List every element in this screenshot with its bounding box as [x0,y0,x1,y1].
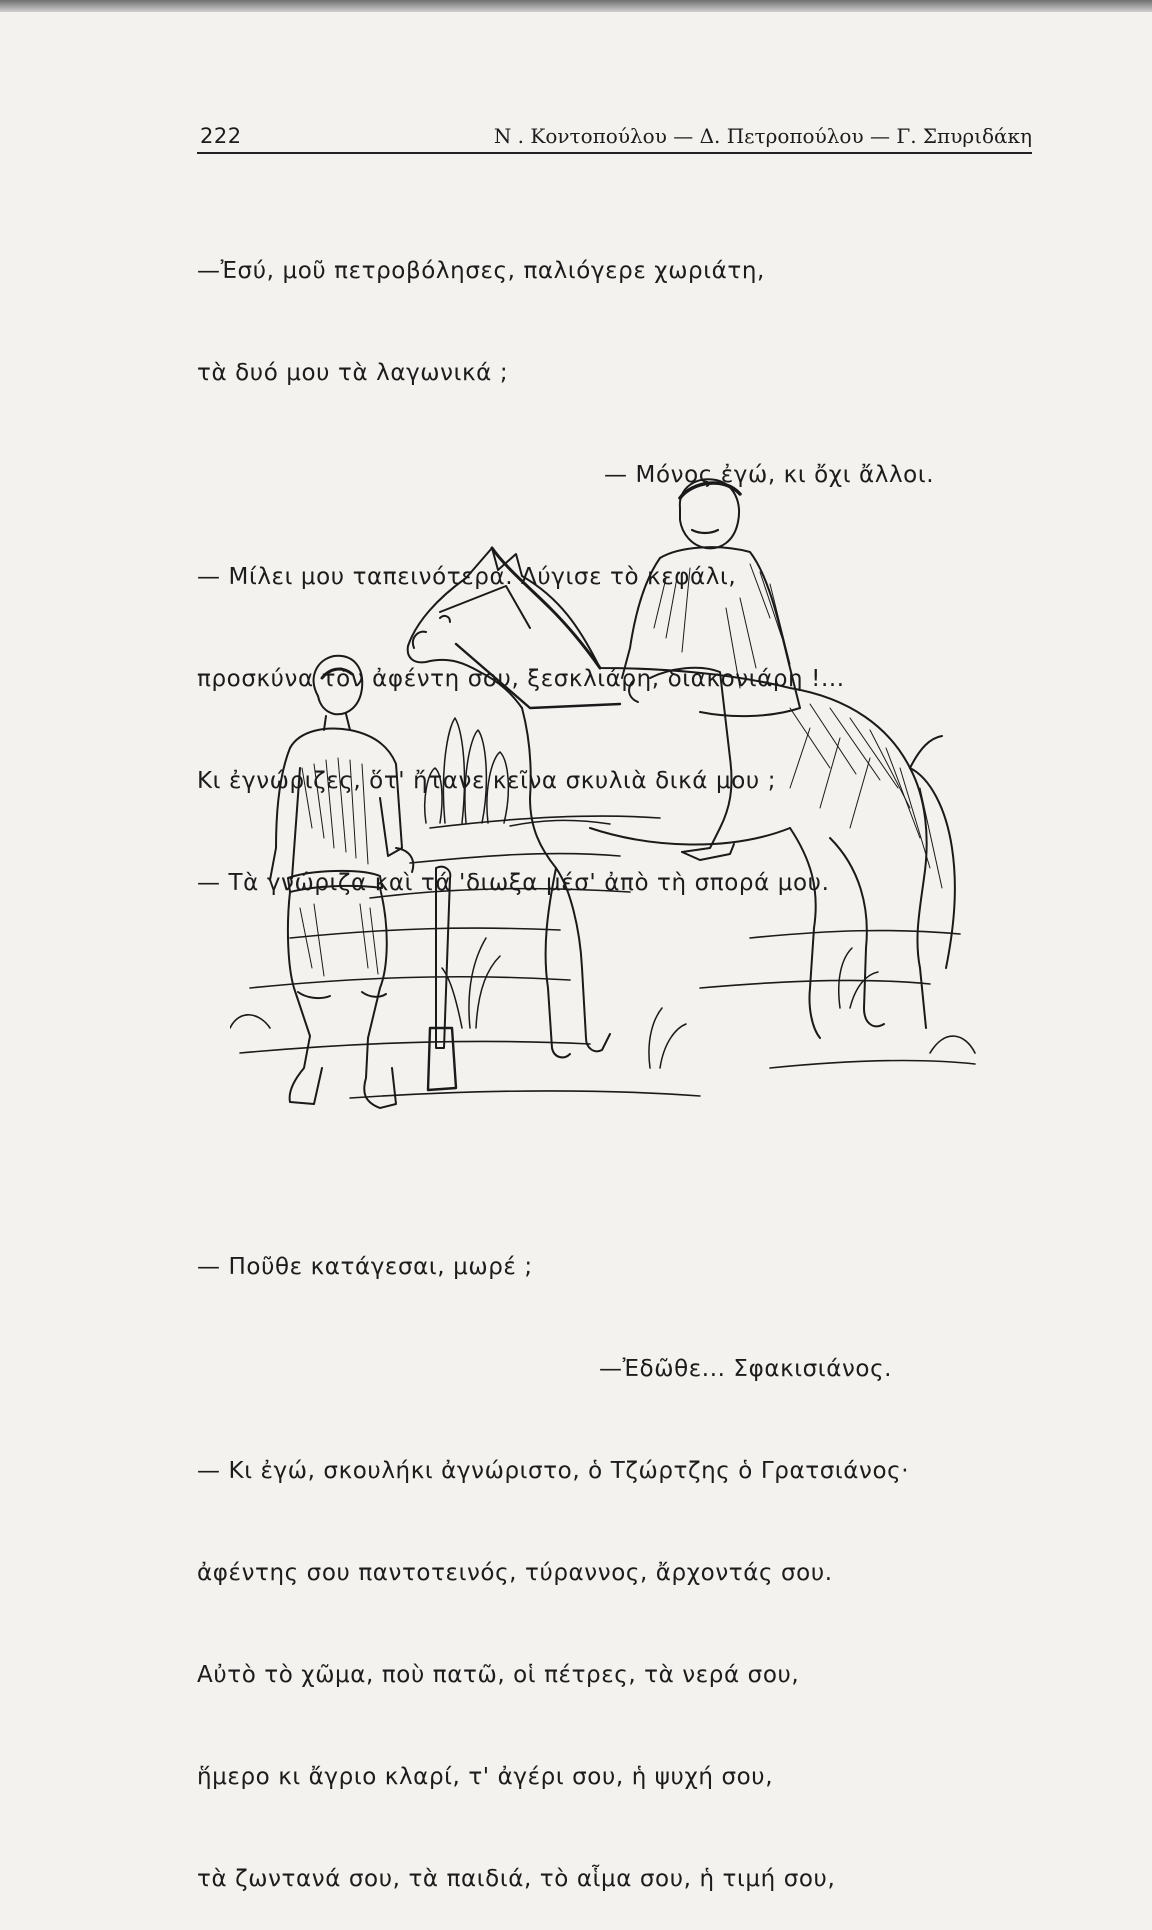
verse-line: — Μίλει μου ταπεινότερα. Λύγισε τὸ κεφάλι, [197,564,737,590]
ground-lines [230,816,975,1098]
verse-line: τὰ ζωντανά σου, τὰ παιδιά, τὸ αἷμα σου, ἡ τιμή σου, [197,1866,836,1892]
verse-line: —Ἐσύ, μοῦ πετροβόλησες, παλιόγερε χωριάτη, [197,258,765,284]
verse-line: ἥμερο κι ἄγριο κλαρί, τ' ἀγέρι σου, ἡ ψυχή σου, [197,1764,774,1790]
verse-line: Αὐτὸ τὸ χῶμα, ποὺ πατῶ, οἱ πέτρες, τὰ νερά σου, [197,1662,800,1688]
background-trees [425,718,610,826]
verse-line: προσκύνα τὸν ἀφέντη σου, ξεσκλιάρη, διακονιάρη !... [197,666,845,692]
peasant-hatching [300,758,378,976]
peasant-figure [270,656,456,1108]
verse-block-bottom [197,1182,997,1930]
verse-line: τὰ δυό μου τὰ λαγωνικά ; [197,360,509,386]
running-header [197,118,1032,154]
page-number: 222 [200,124,242,148]
page-edge-shadow [0,0,1152,12]
verse-line: — Κι ἐγώ, σκουλήκι ἀγνώριστο, ὁ Τζώρτζης ὁ Γρατσιάνος· [197,1458,910,1484]
verse-line: — Μόνος ἐγώ, κι ὄχι ἄλλοι. [604,462,935,488]
header-authors: Ν . Κοντοπούλου — Δ. Πετροπούλου — Γ. Σπυριδάκη [493,124,1032,148]
verse-line: — Τὰ γνώριζα καὶ τά 'διωξα μέσ' ἀπὸ τὴ σπορά μου. [197,870,830,896]
verse-line: Κι ἐγνώριζες, ὅτ' ἤτανε κεῖνα σκυλιὰ δικά μου ; [197,768,777,794]
verse-line: ἀφέντης σου παντοτεινός, τύραννος, ἄρχοντάς σου. [197,1560,833,1586]
horse-hatching [790,704,942,888]
illustration-horseman-and-peasant [230,468,980,1138]
verse-line: — Ποῦθε κατάγεσαι, μωρέ ; [197,1254,533,1280]
verse-line: —Ἐδῶθε... Σφακισιάνος. [599,1356,893,1382]
